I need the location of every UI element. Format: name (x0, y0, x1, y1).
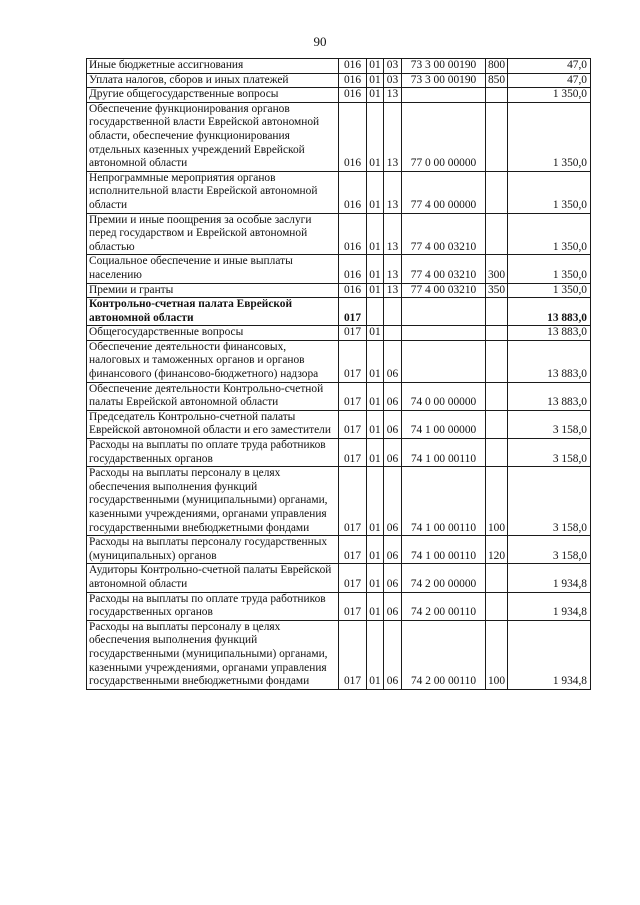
row-target-code: 74 1 00 00110 (402, 439, 486, 467)
row-name: Другие общегосударственные вопросы (87, 88, 339, 103)
row-ved-code: 017 (339, 410, 367, 438)
row-section-code: 01 (367, 467, 384, 536)
table-row (87, 536, 591, 564)
row-expense-type-code (486, 298, 508, 326)
row-subsection-code: 06 (384, 564, 402, 592)
row-expense-type-code: 350 (486, 283, 508, 298)
table-row (87, 283, 591, 298)
row-subsection-code: 13 (384, 171, 402, 213)
row-ved-code: 016 (339, 283, 367, 298)
row-subsection-code: 06 (384, 592, 402, 620)
table-row (87, 410, 591, 438)
row-expense-type-code (486, 410, 508, 438)
row-section-code: 01 (367, 102, 384, 171)
row-ved-code: 016 (339, 73, 367, 88)
row-subsection-code: 13 (384, 255, 402, 283)
budget-table (86, 58, 591, 690)
row-name: Уплата налогов, сборов и иных платежей (87, 73, 339, 88)
row-expense-type-code: 100 (486, 467, 508, 536)
row-name: Контрольно-счетная палата Еврейской автономной области (87, 298, 339, 326)
row-name: Расходы на выплаты по оплате труда работников государственных органов (87, 439, 339, 467)
row-ved-code: 016 (339, 213, 367, 255)
row-target-code: 74 1 00 00000 (402, 410, 486, 438)
row-expense-type-code (486, 382, 508, 410)
row-section-code: 01 (367, 73, 384, 88)
row-target-code: 77 0 00 00000 (402, 102, 486, 171)
row-section-code: 01 (367, 340, 384, 382)
row-ved-code: 016 (339, 171, 367, 213)
table-row (87, 59, 591, 74)
row-ved-code: 016 (339, 255, 367, 283)
row-name: Премии и иные поощрения за особые заслуги перед государством и Еврейской автономной областью (87, 213, 339, 255)
row-expense-type-code: 850 (486, 73, 508, 88)
row-subsection-code: 03 (384, 59, 402, 74)
row-target-code: 77 4 00 03210 (402, 213, 486, 255)
row-section-code: 01 (367, 439, 384, 467)
row-amount: 1 350,0 (508, 88, 591, 103)
row-section-code: 01 (367, 410, 384, 438)
row-expense-type-code: 300 (486, 255, 508, 283)
row-section-code: 01 (367, 564, 384, 592)
row-target-code: 73 3 00 00190 (402, 73, 486, 88)
row-ved-code: 017 (339, 467, 367, 536)
row-subsection-code (384, 298, 402, 326)
row-target-code: 74 2 00 00110 (402, 620, 486, 689)
row-subsection-code: 06 (384, 467, 402, 536)
row-expense-type-code (486, 102, 508, 171)
row-amount: 3 158,0 (508, 410, 591, 438)
row-name: Расходы на выплаты персоналу государственных (муниципальных) органов (87, 536, 339, 564)
table-row (87, 592, 591, 620)
row-name: Аудиторы Контрольно-счетной палаты Еврейской автономной области (87, 564, 339, 592)
row-expense-type-code: 800 (486, 59, 508, 74)
row-name: Председатель Контрольно-счетной палаты Еврейской автономной области и его заместители (87, 410, 339, 438)
row-expense-type-code: 120 (486, 536, 508, 564)
row-name: Обеспечение деятельности финансовых, налоговых и таможенных органов и органов финансового (финансово-бюджетного) надзора (87, 340, 339, 382)
row-name: Обеспечение деятельности Контрольно-счетной палаты Еврейской автономной области (87, 382, 339, 410)
row-ved-code: 017 (339, 564, 367, 592)
row-target-code: 74 2 00 00000 (402, 564, 486, 592)
row-amount: 1 350,0 (508, 171, 591, 213)
row-ved-code: 016 (339, 88, 367, 103)
row-expense-type-code (486, 439, 508, 467)
row-amount: 1 934,8 (508, 564, 591, 592)
row-ved-code: 017 (339, 298, 367, 326)
table-row (87, 213, 591, 255)
row-name: Премии и гранты (87, 283, 339, 298)
row-target-code: 77 4 00 00000 (402, 171, 486, 213)
table-row (87, 255, 591, 283)
row-expense-type-code (486, 592, 508, 620)
row-subsection-code: 06 (384, 536, 402, 564)
table-row (87, 88, 591, 103)
row-name: Расходы на выплаты персоналу в целях обеспечения выполнения функций государственными (муниципальными) органами, казенными учреждениями, органами управления государственными внебюджетными фондами (87, 467, 339, 536)
row-amount: 13 883,0 (508, 340, 591, 382)
row-target-code: 74 1 00 00110 (402, 467, 486, 536)
table-row (87, 382, 591, 410)
row-name: Обеспечение функционирования органов государственной власти Еврейской автономной области, обеспечение функционирования отдельных казенных учреждений Еврейской автономной области (87, 102, 339, 171)
table-row (87, 439, 591, 467)
row-target-code (402, 340, 486, 382)
row-ved-code: 017 (339, 592, 367, 620)
row-expense-type-code (486, 88, 508, 103)
row-subsection-code: 13 (384, 283, 402, 298)
row-subsection-code (384, 326, 402, 341)
row-name: Расходы на выплаты персоналу в целях обеспечения выполнения функций государственными (муниципальными) органами, казенными учреждениями, органами управления государственными внебюджетными фондами (87, 620, 339, 689)
row-target-code: 77 4 00 03210 (402, 283, 486, 298)
row-target-code (402, 298, 486, 326)
row-target-code (402, 88, 486, 103)
table-row (87, 326, 591, 341)
row-section-code: 01 (367, 326, 384, 341)
row-amount: 13 883,0 (508, 382, 591, 410)
table-row (87, 340, 591, 382)
row-amount: 1 934,8 (508, 620, 591, 689)
row-expense-type-code: 100 (486, 620, 508, 689)
row-target-code (402, 326, 486, 341)
table-row (87, 564, 591, 592)
row-name: Расходы на выплаты по оплате труда работников государственных органов (87, 592, 339, 620)
row-ved-code: 016 (339, 102, 367, 171)
row-section-code: 01 (367, 213, 384, 255)
row-amount: 3 158,0 (508, 536, 591, 564)
row-subsection-code: 03 (384, 73, 402, 88)
row-ved-code: 017 (339, 439, 367, 467)
row-name: Социальное обеспечение и иные выплаты населению (87, 255, 339, 283)
row-target-code: 73 3 00 00190 (402, 59, 486, 74)
row-section-code: 01 (367, 536, 384, 564)
row-target-code: 74 1 00 00110 (402, 536, 486, 564)
budget-table-body (87, 59, 591, 690)
row-ved-code: 017 (339, 326, 367, 341)
row-amount: 13 883,0 (508, 298, 591, 326)
row-target-code: 77 4 00 03210 (402, 255, 486, 283)
row-amount: 3 158,0 (508, 439, 591, 467)
row-target-code: 74 2 00 00110 (402, 592, 486, 620)
row-name: Иные бюджетные ассигнования (87, 59, 339, 74)
row-subsection-code: 06 (384, 340, 402, 382)
row-ved-code: 017 (339, 340, 367, 382)
row-expense-type-code (486, 340, 508, 382)
row-amount: 1 350,0 (508, 102, 591, 171)
row-subsection-code: 06 (384, 410, 402, 438)
row-section-code: 01 (367, 592, 384, 620)
row-name: Непрограммные мероприятия органов исполнительной власти Еврейской автономной области (87, 171, 339, 213)
row-expense-type-code (486, 326, 508, 341)
page-number: 90 (313, 34, 327, 49)
row-section-code (367, 298, 384, 326)
row-subsection-code: 13 (384, 213, 402, 255)
table-row (87, 298, 591, 326)
row-section-code: 01 (367, 59, 384, 74)
row-amount: 47,0 (508, 59, 591, 74)
row-section-code: 01 (367, 283, 384, 298)
row-expense-type-code (486, 564, 508, 592)
row-amount: 13 883,0 (508, 326, 591, 341)
row-subsection-code: 06 (384, 620, 402, 689)
table-row (87, 73, 591, 88)
row-amount: 1 350,0 (508, 213, 591, 255)
table-row (87, 171, 591, 213)
row-amount: 47,0 (508, 73, 591, 88)
row-amount: 3 158,0 (508, 467, 591, 536)
row-ved-code: 017 (339, 536, 367, 564)
row-subsection-code: 06 (384, 382, 402, 410)
row-expense-type-code (486, 213, 508, 255)
row-ved-code: 017 (339, 382, 367, 410)
row-expense-type-code (486, 171, 508, 213)
row-subsection-code: 13 (384, 102, 402, 171)
row-amount: 1 350,0 (508, 283, 591, 298)
row-subsection-code: 06 (384, 439, 402, 467)
row-target-code: 74 0 00 00000 (402, 382, 486, 410)
table-row (87, 467, 591, 536)
row-name: Общегосударственные вопросы (87, 326, 339, 341)
row-section-code: 01 (367, 88, 384, 103)
table-row (87, 620, 591, 689)
row-amount: 1 934,8 (508, 592, 591, 620)
row-ved-code: 016 (339, 59, 367, 74)
table-row (87, 102, 591, 171)
row-amount: 1 350,0 (508, 255, 591, 283)
row-section-code: 01 (367, 171, 384, 213)
row-section-code: 01 (367, 382, 384, 410)
row-subsection-code: 13 (384, 88, 402, 103)
row-section-code: 01 (367, 255, 384, 283)
row-section-code: 01 (367, 620, 384, 689)
row-ved-code: 017 (339, 620, 367, 689)
